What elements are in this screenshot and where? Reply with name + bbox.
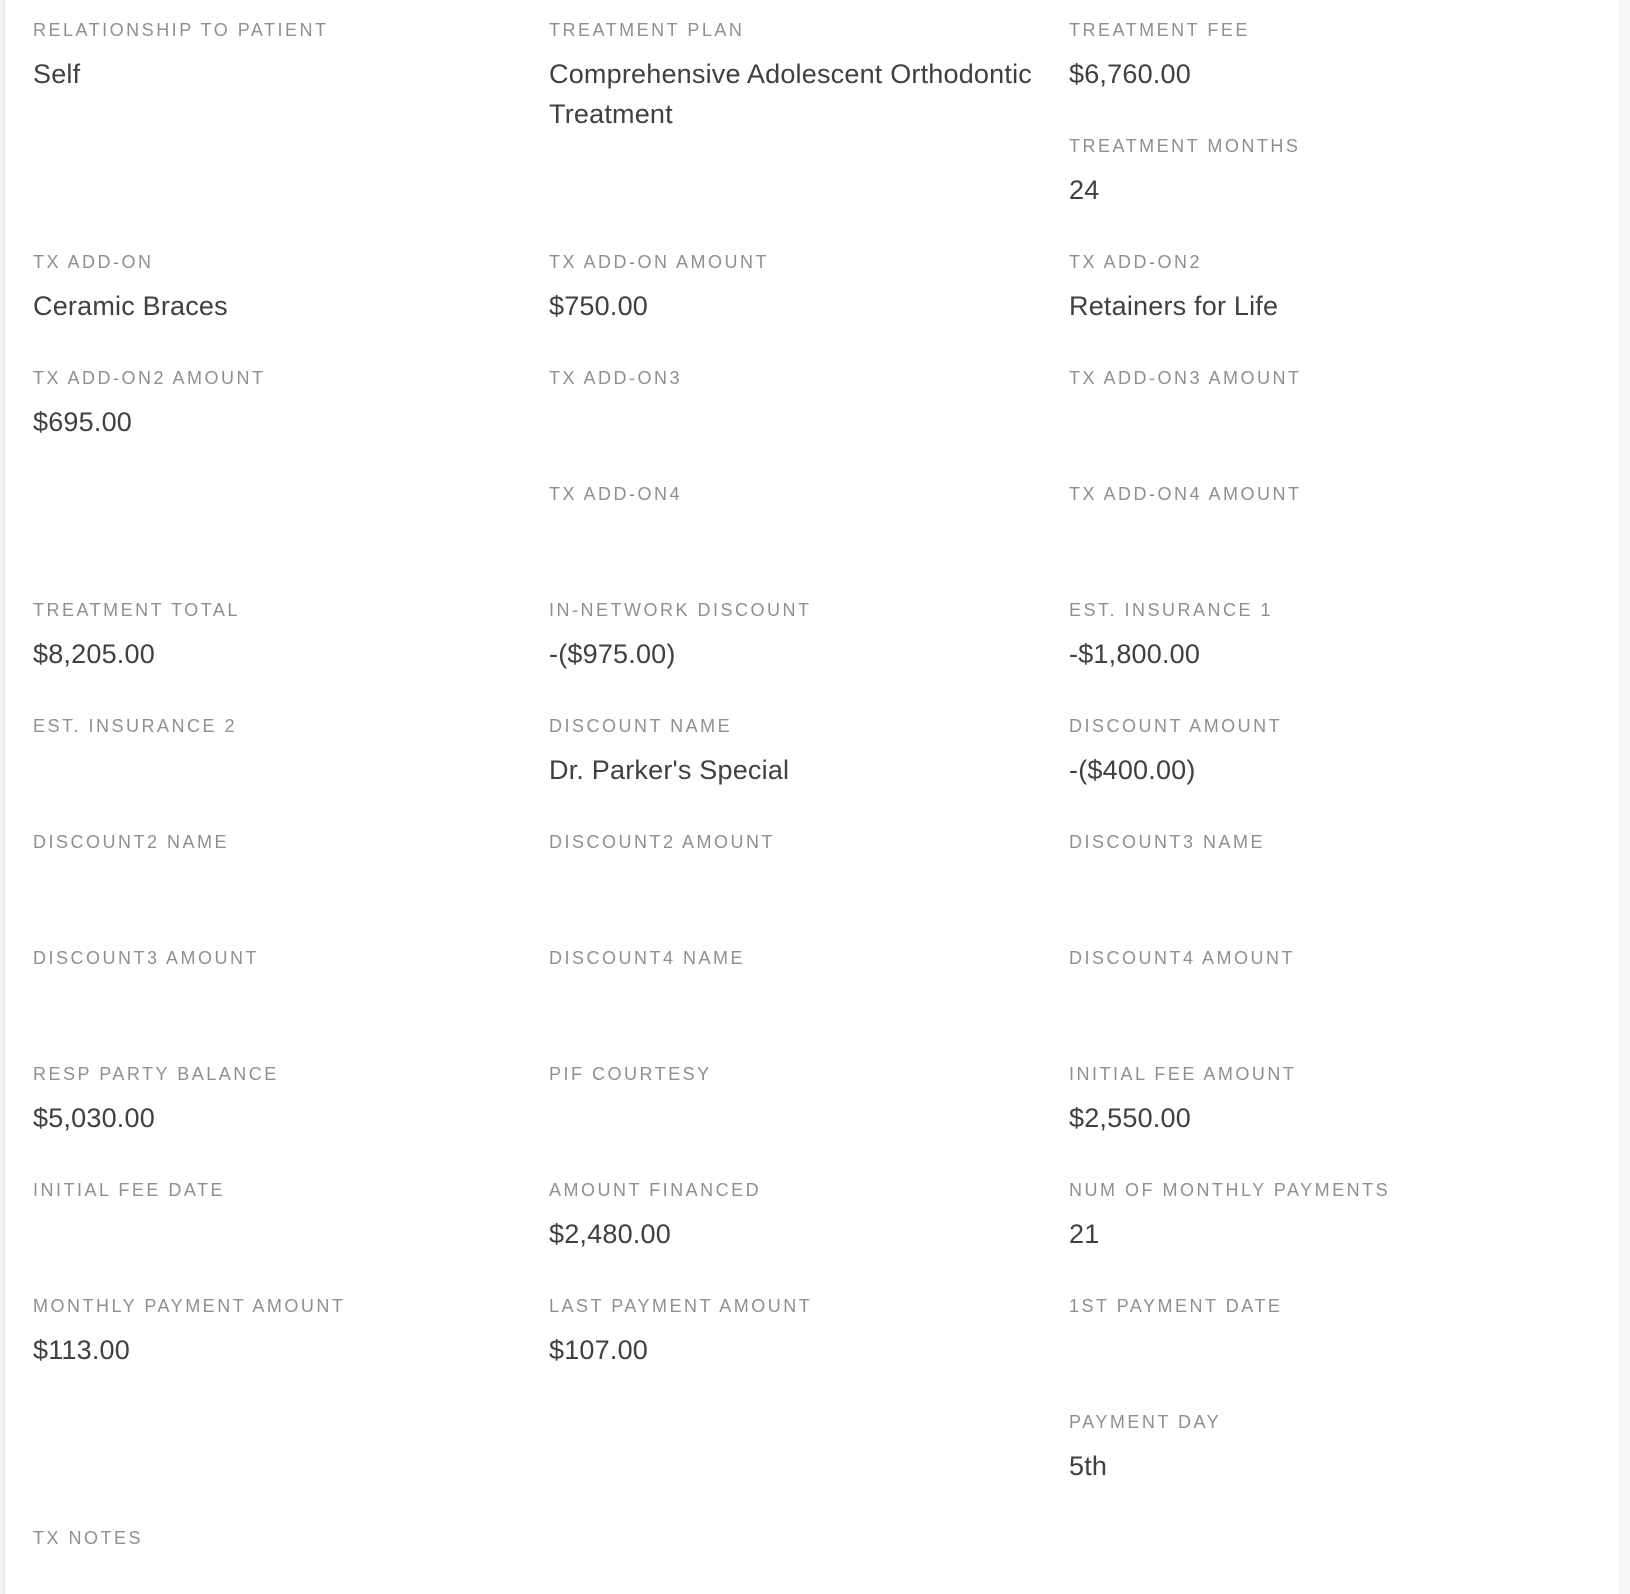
field-tx-add-on2 bbox=[1069, 246, 1618, 362]
field-value: $8,205.00 bbox=[33, 639, 155, 669]
field-value: 21 bbox=[1069, 1219, 1100, 1249]
field-discount4-name bbox=[549, 942, 1069, 1058]
field-tx-add-on bbox=[33, 246, 549, 362]
field-1st-payment-date bbox=[1069, 1290, 1618, 1406]
field-initial-fee-date bbox=[33, 1174, 549, 1290]
field-label: EST. INSURANCE 1 bbox=[1069, 600, 1274, 620]
field-label: TREATMENT PLAN bbox=[549, 20, 745, 40]
field-value: Self bbox=[33, 59, 81, 89]
field-est-insurance-1 bbox=[1069, 594, 1618, 710]
field-label: INITIAL FEE AMOUNT bbox=[1069, 1064, 1297, 1084]
field-value: $5,030.00 bbox=[33, 1103, 155, 1133]
field-tx-add-on4 bbox=[549, 478, 1069, 594]
field-label: DISCOUNT NAME bbox=[549, 716, 733, 736]
page-left-edge bbox=[0, 0, 5, 1594]
field-label: NUM OF MONTHLY PAYMENTS bbox=[1069, 1180, 1391, 1200]
field-value: 5th bbox=[1069, 1451, 1108, 1481]
field-value: $107.00 bbox=[549, 1335, 648, 1365]
field-discount2-amount bbox=[549, 826, 1069, 942]
field-value: -$1,800.00 bbox=[1069, 639, 1201, 669]
field-label: PAYMENT DAY bbox=[1069, 1412, 1222, 1432]
field-label: TX NOTES bbox=[33, 1528, 144, 1548]
field-label: IN-NETWORK DISCOUNT bbox=[549, 600, 812, 620]
field-label: DISCOUNT3 AMOUNT bbox=[33, 948, 260, 968]
field-label: TX ADD-ON2 bbox=[1069, 252, 1203, 272]
field-label: DISCOUNT4 AMOUNT bbox=[1069, 948, 1296, 968]
empty-cell bbox=[33, 478, 549, 594]
field-label: TREATMENT FEE bbox=[1069, 20, 1250, 40]
field-discount3-name bbox=[1069, 826, 1618, 942]
field-label: DISCOUNT AMOUNT bbox=[1069, 716, 1283, 736]
field-label: EST. INSURANCE 2 bbox=[33, 716, 238, 736]
treatment-details-card bbox=[6, 0, 1618, 1594]
field-value: Dr. Parker's Special bbox=[549, 755, 790, 785]
field-label: AMOUNT FINANCED bbox=[549, 1180, 762, 1200]
field-value: 24 bbox=[1069, 175, 1100, 205]
empty-cell bbox=[549, 1406, 1069, 1522]
field-label: RESP PARTY BALANCE bbox=[33, 1064, 279, 1084]
field-value: -($400.00) bbox=[1069, 755, 1196, 785]
field-tx-add-on3 bbox=[549, 362, 1069, 478]
page-right-edge bbox=[1618, 0, 1630, 1594]
field-value: $695.00 bbox=[33, 407, 132, 437]
field-label: TREATMENT TOTAL bbox=[33, 600, 240, 620]
field-payment-day bbox=[1069, 1406, 1618, 1522]
field-value: $2,480.00 bbox=[549, 1219, 671, 1249]
field-label: TX ADD-ON4 bbox=[549, 484, 683, 504]
field-label: TX ADD-ON4 AMOUNT bbox=[1069, 484, 1302, 504]
field-value: $2,550.00 bbox=[1069, 1103, 1191, 1133]
field-discount4-amount bbox=[1069, 942, 1618, 1058]
field-tx-notes bbox=[33, 1522, 549, 1594]
field-label: TX ADD-ON bbox=[33, 252, 154, 272]
field-value: -($975.00) bbox=[549, 639, 676, 669]
field-label: DISCOUNT2 NAME bbox=[33, 832, 230, 852]
field-relationship-to-patient bbox=[33, 14, 549, 246]
field-label: RELATIONSHIP TO PATIENT bbox=[33, 20, 329, 40]
field-treatment-fee bbox=[1069, 14, 1618, 130]
field-treatment-plan bbox=[549, 14, 1069, 246]
field-discount2-name bbox=[33, 826, 549, 942]
field-treatment-total bbox=[33, 594, 549, 710]
field-pif-courtesy bbox=[549, 1058, 1069, 1174]
field-label: TX ADD-ON3 AMOUNT bbox=[1069, 368, 1302, 388]
field-monthly-payment-amount bbox=[33, 1290, 549, 1406]
field-label: PIF COURTESY bbox=[549, 1064, 712, 1084]
field-label: INITIAL FEE DATE bbox=[33, 1180, 226, 1200]
field-in-network-discount bbox=[549, 594, 1069, 710]
field-value: $750.00 bbox=[549, 291, 648, 321]
field-value: $6,760.00 bbox=[1069, 59, 1191, 89]
field-discount-name bbox=[549, 710, 1069, 826]
fields-grid bbox=[33, 14, 1618, 1594]
field-treatment-months bbox=[1069, 130, 1618, 246]
field-label: TX ADD-ON3 bbox=[549, 368, 683, 388]
field-est-insurance-2 bbox=[33, 710, 549, 826]
field-tx-add-on4-amount bbox=[1069, 478, 1618, 594]
field-label: DISCOUNT3 NAME bbox=[1069, 832, 1266, 852]
field-last-payment-amount bbox=[549, 1290, 1069, 1406]
field-num-of-monthly-payments bbox=[1069, 1174, 1618, 1290]
field-label: DISCOUNT4 NAME bbox=[549, 948, 746, 968]
field-amount-financed bbox=[549, 1174, 1069, 1290]
field-value: Ceramic Braces bbox=[33, 291, 228, 321]
field-tx-add-on-amount bbox=[549, 246, 1069, 362]
field-label: TREATMENT MONTHS bbox=[1069, 136, 1301, 156]
field-label: TX ADD-ON AMOUNT bbox=[549, 252, 770, 272]
field-value: Comprehensive Adolescent Orthodontic Treatment bbox=[549, 59, 1032, 129]
field-value: Retainers for Life bbox=[1069, 291, 1279, 321]
field-resp-party-balance bbox=[33, 1058, 549, 1174]
field-label: MONTHLY PAYMENT AMOUNT bbox=[33, 1296, 346, 1316]
empty-cell bbox=[33, 1406, 549, 1522]
field-value: $113.00 bbox=[33, 1335, 130, 1365]
field-discount-amount bbox=[1069, 710, 1618, 826]
field-initial-fee-amount bbox=[1069, 1058, 1618, 1174]
field-label: TX ADD-ON2 AMOUNT bbox=[33, 368, 266, 388]
field-label: LAST PAYMENT AMOUNT bbox=[549, 1296, 813, 1316]
field-discount3-amount bbox=[33, 942, 549, 1058]
field-tx-add-on2-amount bbox=[33, 362, 549, 478]
field-label: 1ST PAYMENT DATE bbox=[1069, 1296, 1283, 1316]
field-label: DISCOUNT2 AMOUNT bbox=[549, 832, 776, 852]
field-tx-add-on3-amount bbox=[1069, 362, 1618, 478]
